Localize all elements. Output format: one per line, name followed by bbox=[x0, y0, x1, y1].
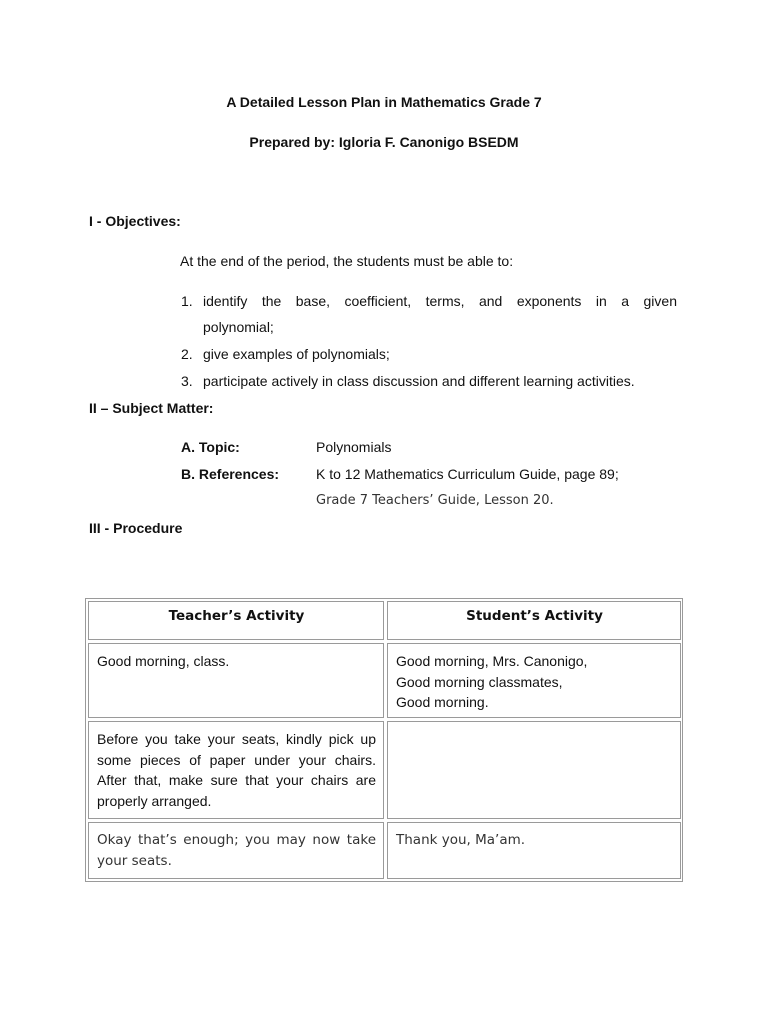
table-cell-line: your seats. bbox=[97, 852, 172, 869]
table-cell-line: Good morning. bbox=[396, 694, 489, 710]
table-cell-line: Good morning, Mrs. Canonigo, bbox=[396, 653, 588, 669]
table-cell-line: Okay that’s enough; you may now take bbox=[97, 832, 376, 848]
table-row-2-teacher bbox=[88, 721, 384, 819]
table-cell-line: Thank you, Ma’am. bbox=[396, 832, 526, 848]
table-row-1-student bbox=[387, 643, 681, 718]
references-value-1: K to 12 Mathematics Curriculum Guide, page 89; bbox=[316, 466, 619, 482]
topic-value: Polynomials bbox=[316, 439, 392, 455]
references-value-2: Grade 7 Teachers’ Guide, Lesson 20. bbox=[316, 493, 554, 508]
references-label: B. References: bbox=[181, 466, 280, 482]
table-cell-line: After that, make sure that your chairs are bbox=[97, 772, 376, 788]
objective-3-number: 3. bbox=[181, 373, 193, 389]
table-row-2-student bbox=[387, 721, 681, 819]
subject-matter-heading: II – Subject Matter: bbox=[89, 400, 214, 416]
table-cell-line: Good morning classmates, bbox=[396, 673, 563, 690]
objectives-heading: I - Objectives: bbox=[89, 213, 181, 229]
table-cell-line: Before you take your seats, kindly pick up bbox=[97, 731, 376, 747]
objective-1-number: 1. bbox=[181, 293, 193, 309]
document-title: A Detailed Lesson Plan in Mathematics Grade 7 bbox=[226, 94, 542, 110]
procedure-table bbox=[85, 598, 683, 882]
table-row-1-teacher bbox=[88, 643, 384, 718]
objective-2-number: 2. bbox=[181, 346, 193, 362]
objective-3-text: participate actively in class discussion and different learning activities. bbox=[203, 373, 635, 389]
objective-1-text: identify the base, coefficient, terms, and exponents in a given bbox=[203, 293, 677, 309]
table-row-3-student bbox=[387, 822, 681, 879]
table-row-3-teacher bbox=[88, 822, 384, 879]
table-header-student: Student’s Activity bbox=[387, 601, 681, 640]
objective-1-text-cont: polynomial; bbox=[203, 319, 274, 335]
procedure-heading: III - Procedure bbox=[89, 520, 183, 536]
table-cell-line: some pieces of paper under your chairs. bbox=[97, 751, 376, 768]
table-cell-line: Good morning, class. bbox=[97, 653, 230, 669]
prepared-by: Prepared by: Igloria F. Canonigo BSEDM bbox=[249, 134, 519, 150]
objectives-intro: At the end of the period, the students must be able to: bbox=[180, 253, 514, 269]
table-cell-line: properly arranged. bbox=[97, 792, 212, 809]
topic-label: A. Topic: bbox=[181, 439, 240, 455]
objective-2-text: give examples of polynomials; bbox=[203, 346, 390, 362]
table-header-teacher: Teacher’s Activity bbox=[88, 601, 384, 640]
